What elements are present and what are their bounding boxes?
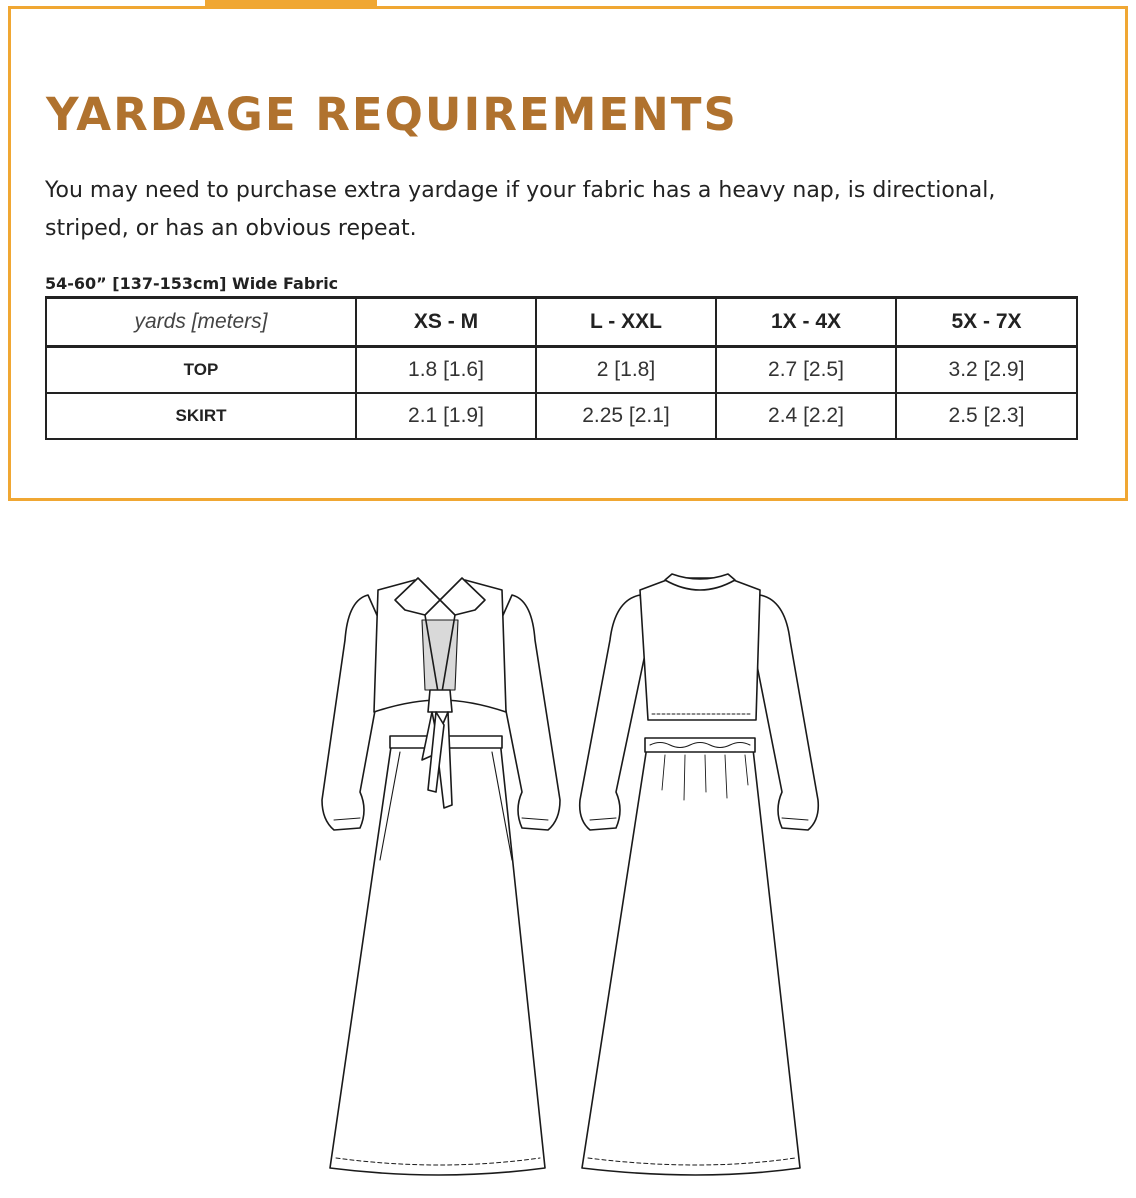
dress-front-view (322, 578, 560, 1175)
row-label: TOP (46, 347, 356, 394)
table-cell: 2.25 [2.1] (536, 393, 716, 439)
section-title: YARDAGE REQUIREMENTS (46, 88, 738, 141)
table-cell: 3.2 [2.9] (896, 347, 1077, 394)
size-column-header: 5X - 7X (896, 298, 1077, 347)
table-cell: 2 [1.8] (536, 347, 716, 394)
size-column-header: L - XXL (536, 298, 716, 347)
corner-header: yards [meters] (46, 298, 356, 347)
dress-technical-drawing (300, 560, 840, 1190)
fabric-width-label: 54-60” [137-153cm] Wide Fabric (45, 274, 339, 293)
intro-text: You may need to purchase extra yardage if your fabric has a heavy nap, is directional, striped, or has an obvious repeat. (45, 178, 996, 241)
size-column-header: 1X - 4X (716, 298, 896, 347)
table-row (46, 393, 1077, 439)
table-cell: 2.4 [2.2] (716, 393, 896, 439)
table-row (46, 347, 1077, 394)
table-cell: 1.8 [1.6] (356, 347, 536, 394)
row-label: SKIRT (46, 393, 356, 439)
yardage-table (45, 296, 1078, 440)
table-cell: 2.1 [1.9] (356, 393, 536, 439)
size-column-header: XS - M (356, 298, 536, 347)
dress-back-view (580, 574, 819, 1175)
table-cell: 2.5 [2.3] (896, 393, 1077, 439)
table-cell: 2.7 [2.5] (716, 347, 896, 394)
table-header-row (46, 298, 1077, 347)
